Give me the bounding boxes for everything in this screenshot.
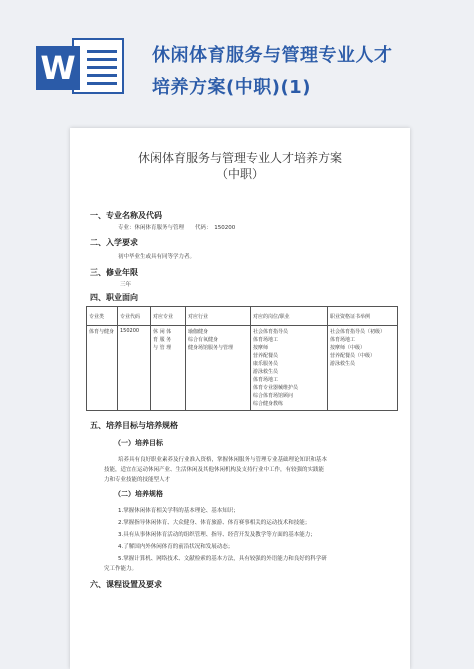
table-cell-industry	[186, 326, 251, 411]
major-line: 育 服 务	[153, 337, 172, 343]
section-2-text: 初中毕业生或具有同等学力者。	[118, 254, 196, 260]
table-header: 对应行业	[186, 307, 251, 326]
table-cell-code: 150200	[118, 326, 151, 411]
job-line: 综合体育场馆顾问	[253, 393, 294, 399]
table-header: 对应专业	[151, 307, 186, 326]
section-1-heading: 一、专业名称及代码	[90, 211, 162, 220]
job-line: 体育场地工	[253, 337, 279, 343]
spec-item: 3.具有从事休闲体育活动的组织管理、指导、经营开发及教学等方面的基本能力；	[118, 532, 316, 538]
document-page	[70, 128, 410, 669]
document-title-line2: （中职）	[215, 167, 264, 181]
table-cell-jobs	[251, 326, 328, 411]
section-6-heading: 六、课程设置及要求	[90, 580, 162, 589]
table-header-row	[87, 307, 398, 326]
spec-item: 5.掌握计算机、网络技术、文献检索的基本方法，具有较强的外语能力和良好的科学研	[118, 556, 327, 562]
table-cell-major	[151, 326, 186, 411]
job-line: 体育专业器械维护员	[253, 385, 299, 391]
goal-text-line: 力和专业技能的技能型人才	[104, 477, 171, 483]
document-title-line1: 休闲体育服务与管理专业人才培养方案	[137, 151, 342, 165]
word-document-icon	[36, 38, 126, 94]
cert-line: 营养配餐员（中级）	[330, 353, 376, 359]
major-line: 与 管 理	[153, 345, 172, 351]
spec-item: 1.掌握休闲体育相关学科的基本理论、基本知识；	[118, 508, 239, 514]
cert-line: 社会体育指导员（初级）	[330, 329, 386, 335]
industry-line: 综合有氧健身	[188, 337, 219, 343]
job-line: 按摩师	[253, 345, 269, 351]
banner-title-line1: 休闲体育服务与管理专业人才	[152, 45, 393, 66]
cert-line: 体育场地工	[330, 337, 356, 343]
industry-line: 健身场馆服务与管理	[188, 345, 234, 351]
spec-item: 究工作能力。	[104, 566, 138, 572]
job-line: 综合健身教练	[253, 401, 284, 407]
goal-text-line: 技能，适宜在运动休闲产业、生活休闲及其他休闲机构及支持行业中工作，有较强的实践能	[104, 467, 325, 473]
spec-item: 4.了解国内外休闲体育的前沿状况和发展动态；	[118, 544, 234, 550]
section-3-text: 三年	[120, 282, 132, 288]
section-5-1-heading: （一）培养目标	[114, 439, 163, 447]
table-cell-certs	[328, 326, 398, 411]
job-line: 社会体育指导员	[253, 329, 289, 335]
banner	[0, 0, 474, 118]
banner-title	[152, 40, 452, 104]
section-2-heading: 二、入学要求	[90, 238, 138, 247]
spec-item: 2.掌握指导休闲体育、大众健身、体育旅游、体育赛事相关的运动技术和技能；	[118, 520, 311, 526]
major-line: 休 闲 体	[153, 329, 172, 335]
table-header: 专业代码	[118, 307, 151, 326]
goal-text-line: 培养具有良好职业素养及行业准入资格，掌握休闲服务与管理专业基础理论知识和基本	[118, 457, 328, 463]
table-header: 对应的岗位/职业	[251, 307, 328, 326]
banner-title-line2: 培养方案(中职)(1)	[152, 77, 311, 98]
career-table	[86, 306, 398, 411]
table-row	[87, 326, 398, 411]
section-4-heading: 四、职业面向	[90, 293, 138, 302]
section-5-heading: 五、培养目标与培养规格	[90, 421, 178, 430]
word-letter: W	[36, 46, 80, 90]
cert-line: 按摩师（中级）	[330, 345, 366, 351]
cert-line: 游泳救生员	[330, 361, 356, 367]
job-line: 体育场地工	[253, 377, 279, 383]
section-1-text: 专业：休闲体育服务与管理 代码： 150200	[118, 225, 236, 231]
job-line: 游泳救生员	[253, 369, 279, 375]
section-5-2-heading: （二）培养规格	[114, 490, 163, 498]
job-line: 营养配餐员	[253, 353, 279, 359]
table-header: 职业资格证书举例	[328, 307, 398, 326]
section-3-heading: 三、修业年限	[90, 268, 138, 277]
document-title	[70, 150, 410, 182]
table-cell-category: 体育与健身	[87, 326, 118, 411]
industry-line: 瑜伽健身	[188, 329, 209, 335]
table-header: 专业类	[87, 307, 118, 326]
job-line: 康乐服务员	[253, 361, 279, 367]
